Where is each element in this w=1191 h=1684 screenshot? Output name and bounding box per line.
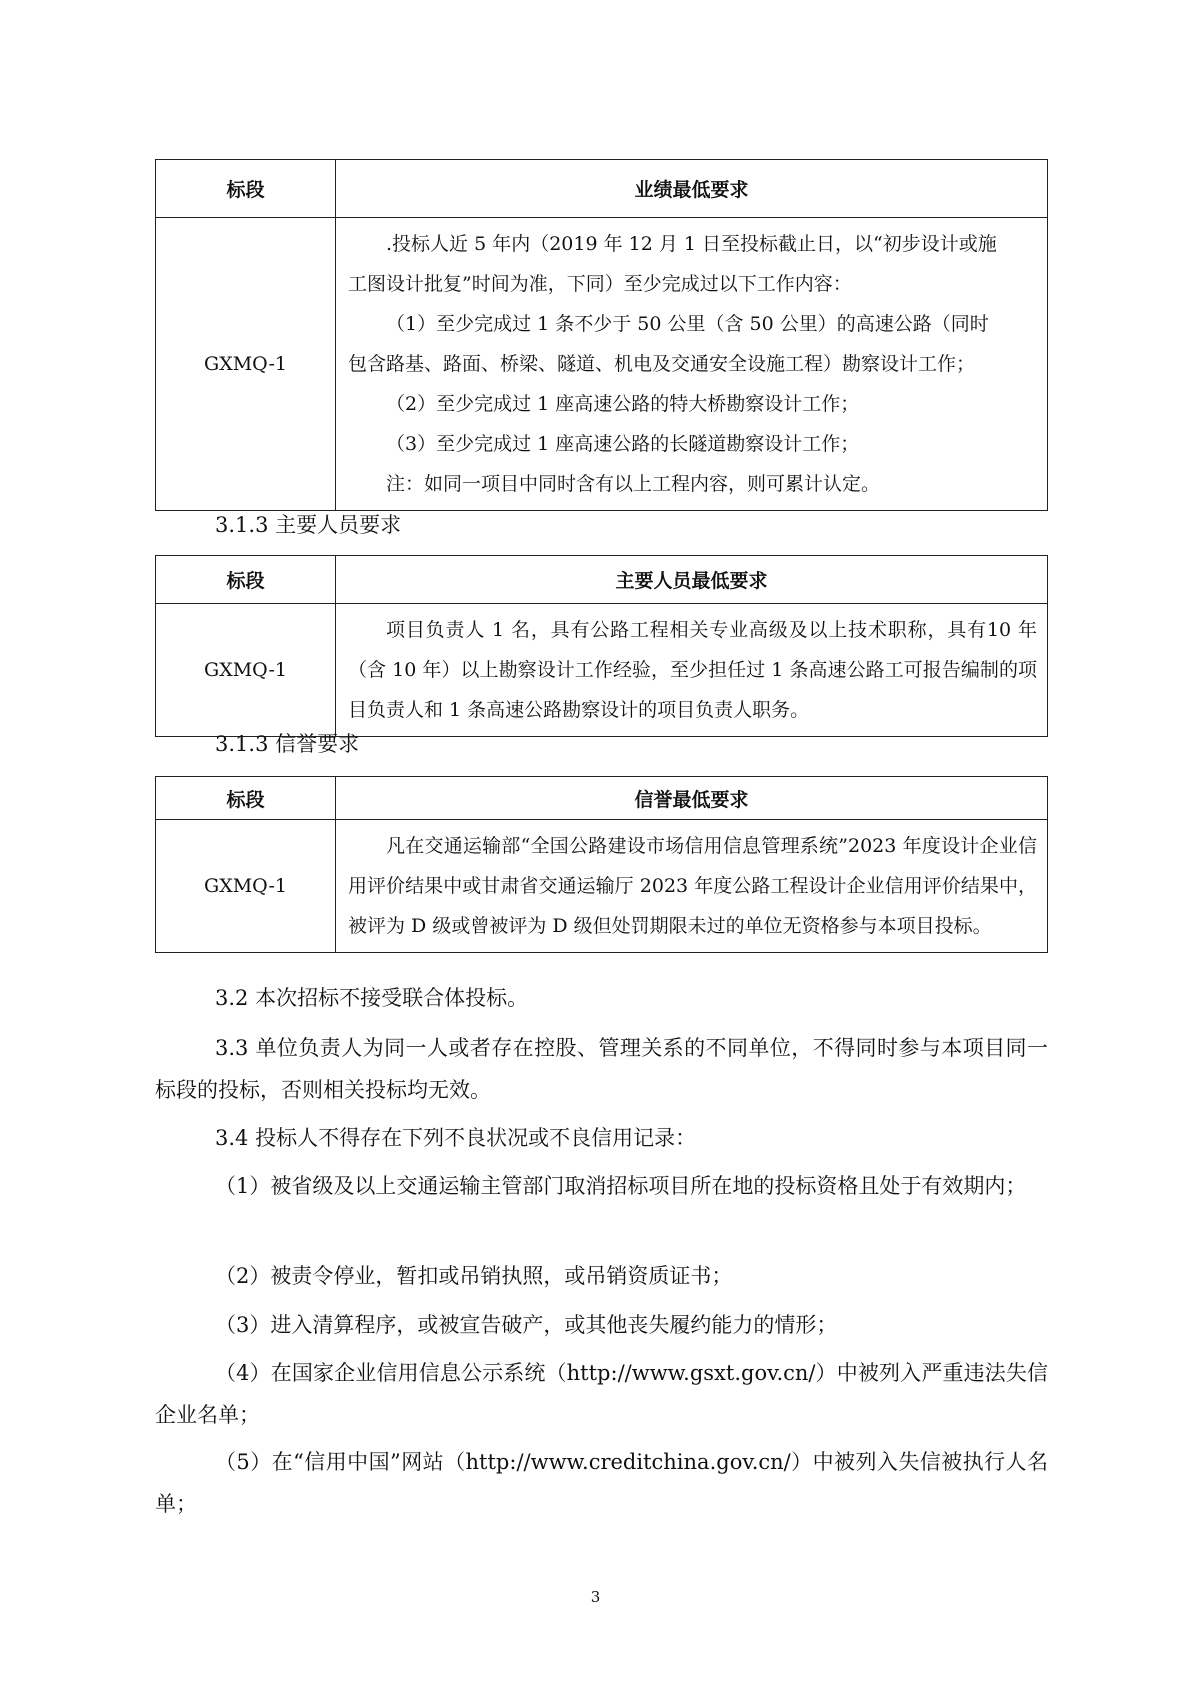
requirement-column-header: 主要人员最低要求 bbox=[336, 556, 1048, 604]
segment-cell: GXMQ-1 bbox=[156, 218, 336, 511]
segment-column-header: 标段 bbox=[156, 777, 336, 820]
credit-requirements-table bbox=[155, 776, 1048, 953]
paragraph-3-3: 3.3 单位负责人为同一人或者存在控股、管理关系的不同单位，不得同时参与本项目同一标段的投标，否则相关投标均无效。 bbox=[155, 1036, 1048, 1102]
requirement-line: 工图设计批复”时间为准，下同）至少完成过以下工作内容： bbox=[348, 273, 852, 295]
paragraph-3-4: 3.4 投标人不得存在下列不良状况或不良信用记录： bbox=[215, 1126, 697, 1150]
list-item: （4）在国家企业信用信息公示系统（http://www.gsxt.gov.cn/）中被列入严重违法失信企业名单； bbox=[155, 1361, 1048, 1427]
requirement-text: 凡在交通运输部“全国公路建设市场信用信息管理系统”2023 年度设计企业信用评价结果中或甘肃省交通运输厅 2023 年度公路工程设计企业信用评价结果中，被评为 D 级或曾被评为 D 级但处罚期限未过的单位无资格参与本项目投标。 bbox=[348, 835, 1037, 937]
paragraph-3-2: 3.2 本次招标不接受联合体投标。 bbox=[215, 986, 529, 1010]
list-item: （5）在“信用中国”网站（http://www.creditchina.gov.cn/）中被列入失信被执行人名单； bbox=[155, 1450, 1048, 1516]
requirement-line: 包含路基、路面、桥梁、隧道、机电及交通安全设施工程）勘察设计工作； bbox=[348, 353, 976, 375]
page-number: 3 bbox=[590, 1588, 601, 1606]
table-row bbox=[156, 218, 1048, 511]
requirement-column-header: 信誉最低要求 bbox=[336, 777, 1048, 820]
requirement-line: （1）至少完成过 1 条不少于 50 公里（含 50 公里）的高速公路（同时 bbox=[386, 313, 989, 335]
table-header-row bbox=[156, 777, 1048, 820]
requirement-note: 注：如同一项目中同时含有以上工程内容，则可累计认定。 bbox=[386, 473, 881, 495]
table-row bbox=[156, 604, 1048, 737]
requirement-cell bbox=[336, 604, 1048, 737]
table-header-row bbox=[156, 556, 1048, 604]
list-item: （3）进入清算程序，或被宣告破产，或其他丧失履约能力的情形； bbox=[215, 1313, 838, 1337]
requirement-line: .投标人近 5 年内（2019 年 12 月 1 日至投标截止日，以“初步设计或施 bbox=[386, 233, 997, 255]
requirement-column-header: 业绩最低要求 bbox=[336, 160, 1048, 218]
table-row bbox=[156, 820, 1048, 953]
segment-cell: GXMQ-1 bbox=[156, 604, 336, 737]
performance-requirements-table bbox=[155, 159, 1048, 511]
segment-column-header: 标段 bbox=[156, 556, 336, 604]
requirement-cell bbox=[336, 218, 1048, 511]
credit-section-heading: 3.1.3 信誉要求 bbox=[215, 732, 360, 756]
requirement-text: 项目负责人 1 名，具有公路工程相关专业高级及以上技术职称，具有10 年（含 10 年）以上勘察设计工作经验，至少担任过 1 条高速公路工可报告编制的项目负责人和 1 条高速公路勘察设计的项目负责人职务。 bbox=[348, 619, 1037, 721]
requirement-cell bbox=[336, 820, 1048, 953]
requirement-line: （3）至少完成过 1 座高速公路的长隧道勘察设计工作； bbox=[386, 433, 860, 455]
requirement-line: （2）至少完成过 1 座高速公路的特大桥勘察设计工作； bbox=[386, 393, 860, 415]
list-item: （1）被省级及以上交通运输主管部门取消招标项目所在地的投标资格且处于有效期内； bbox=[215, 1174, 1027, 1198]
list-item: （2）被责令停业，暂扣或吊销执照，或吊销资质证书； bbox=[215, 1264, 733, 1288]
personnel-section-heading: 3.1.3 主要人员要求 bbox=[215, 513, 402, 537]
segment-column-header: 标段 bbox=[156, 160, 336, 218]
table-header-row bbox=[156, 160, 1048, 218]
segment-cell: GXMQ-1 bbox=[156, 820, 336, 953]
personnel-requirements-table bbox=[155, 555, 1048, 737]
